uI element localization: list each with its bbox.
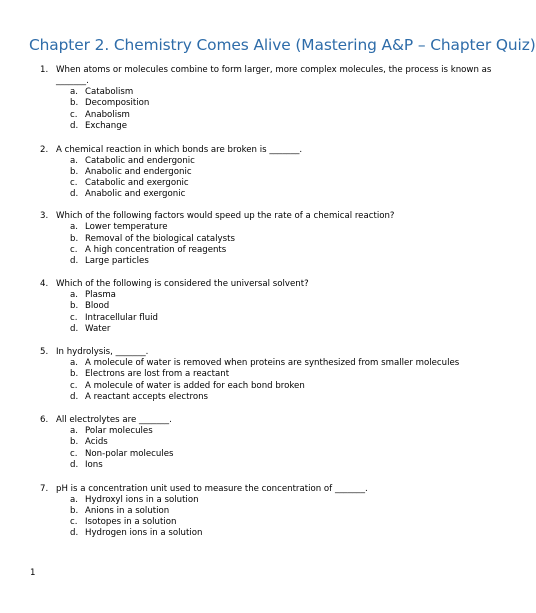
- option-text: Anabolic and endergonic: [85, 167, 192, 177]
- option-text: A reactant accepts electrons: [85, 392, 209, 402]
- option-letter: c.: [70, 245, 78, 255]
- question-text: In hydrolysis, _______.: [56, 347, 149, 357]
- option-text: Large particles: [85, 256, 149, 266]
- option-text: Anabolism: [85, 110, 130, 120]
- option-text: A high concentration of reagents: [85, 245, 227, 255]
- option-text: Hydroxyl ions in a solution: [85, 495, 199, 505]
- option-text: Catabolic and exergonic: [85, 178, 189, 188]
- option-text: Catabolism: [85, 87, 134, 97]
- option-text: Polar molecules: [85, 426, 153, 436]
- option-letter: b.: [70, 98, 79, 108]
- option-letter: b.: [70, 369, 79, 379]
- question-number: 2.: [40, 145, 49, 155]
- option-text: Isotopes in a solution: [85, 517, 177, 527]
- option-text: Exchange: [85, 121, 127, 131]
- option-letter: b.: [70, 506, 79, 516]
- option-letter: a.: [70, 87, 78, 97]
- option-text: Non-polar molecules: [85, 449, 174, 459]
- question-number: 5.: [40, 347, 49, 357]
- option-letter: d.: [70, 324, 79, 334]
- option-letter: c.: [70, 381, 78, 391]
- question-number: 1.: [40, 65, 49, 75]
- option-text: Acids: [85, 437, 108, 447]
- option-letter: d.: [70, 121, 79, 131]
- question-number: 4.: [40, 279, 49, 289]
- option-text: Ions: [85, 460, 103, 470]
- option-letter: c.: [70, 110, 78, 120]
- option-letter: a.: [70, 358, 78, 368]
- option-letter: b.: [70, 437, 79, 447]
- option-text: Blood: [85, 301, 110, 311]
- option-text: Hydrogen ions in a solution: [85, 528, 203, 538]
- option-letter: b.: [70, 167, 79, 177]
- option-letter: d.: [70, 256, 79, 266]
- question-text: When atoms or molecules combine to form larger, more complex molecules, the process is known as: [56, 65, 492, 75]
- question-text: A chemical reaction in which bonds are broken is _______.: [56, 145, 303, 155]
- question-text-continued: _______.: [56, 76, 89, 86]
- option-letter: a.: [70, 426, 78, 436]
- question-text: Which of the following factors would speed up the rate of a chemical reaction?: [56, 211, 395, 221]
- option-text: A molecule of water is removed when proteins are synthesized from smaller molecules: [85, 358, 460, 368]
- page-number: 1: [30, 568, 36, 578]
- question-number: 3.: [40, 211, 49, 221]
- question-text: Which of the following is considered the universal solvent?: [56, 279, 309, 289]
- option-letter: c.: [70, 313, 78, 323]
- option-letter: a.: [70, 156, 78, 166]
- document-title: Chapter 2. Chemistry Comes Alive (Mastering A&P – Chapter Quiz): [29, 36, 536, 54]
- option-text: Electrons are lost from a reactant: [85, 369, 230, 379]
- option-letter: a.: [70, 495, 78, 505]
- option-letter: c.: [70, 178, 78, 188]
- question-text: All electrolytes are _______.: [56, 415, 172, 425]
- option-text: Anabolic and exergonic: [85, 189, 186, 199]
- option-text: A molecule of water is added for each bond broken: [85, 381, 305, 391]
- option-letter: d.: [70, 528, 79, 538]
- question-number: 7.: [40, 484, 49, 494]
- option-text: Catabolic and endergonic: [85, 156, 195, 166]
- option-text: Lower temperature: [85, 222, 168, 232]
- option-text: Water: [85, 324, 111, 334]
- option-letter: c.: [70, 449, 78, 459]
- option-letter: d.: [70, 189, 79, 199]
- question-number: 6.: [40, 415, 49, 425]
- option-text: Removal of the biological catalysts: [85, 234, 235, 244]
- option-text: Plasma: [85, 290, 116, 300]
- option-letter: b.: [70, 301, 79, 311]
- option-letter: a.: [70, 290, 78, 300]
- option-text: Anions in a solution: [85, 506, 170, 516]
- option-letter: c.: [70, 517, 78, 527]
- option-letter: a.: [70, 222, 78, 232]
- option-letter: d.: [70, 460, 79, 470]
- question-text: pH is a concentration unit used to measure the concentration of _______.: [56, 484, 368, 494]
- option-letter: b.: [70, 234, 79, 244]
- option-text: Decomposition: [85, 98, 150, 108]
- option-text: Intracellular fluid: [85, 313, 159, 323]
- option-letter: d.: [70, 392, 79, 402]
